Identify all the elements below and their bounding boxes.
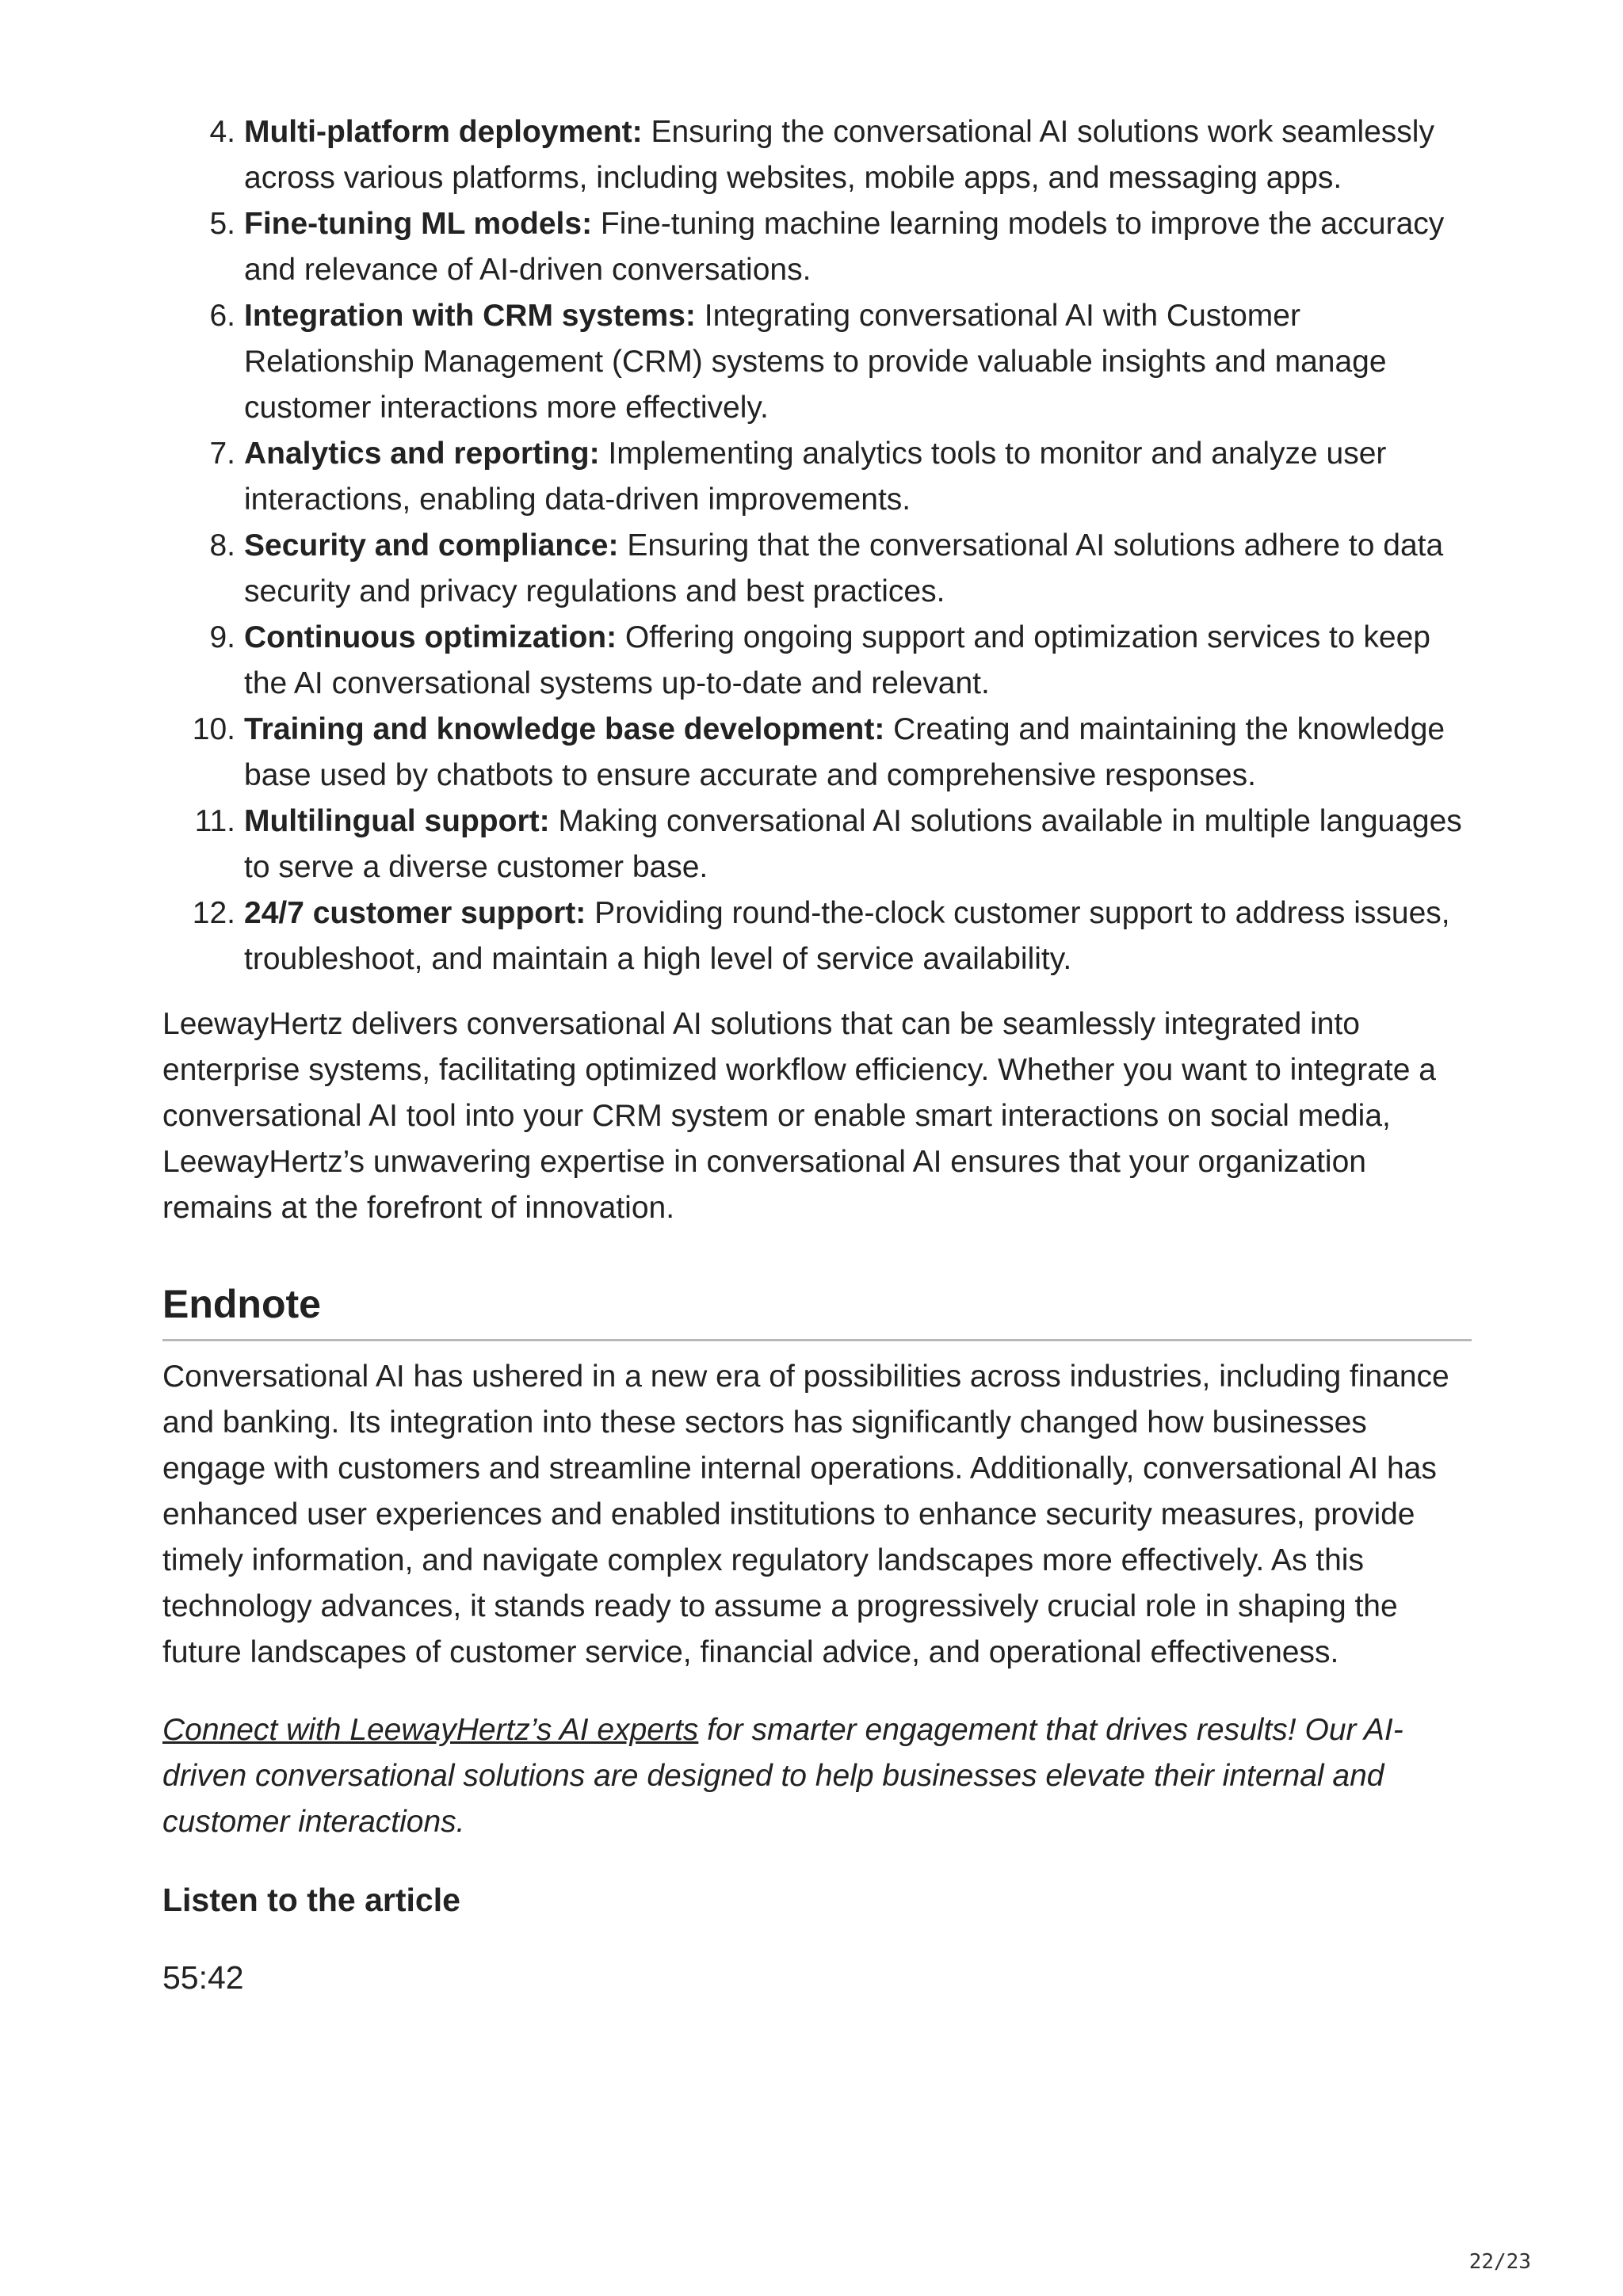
list-item-number: 9. xyxy=(209,620,235,654)
list-item-text: Implementing analytics tools to monitor and analyze user interactions, enabling data-driven improvements. xyxy=(244,437,1387,517)
list-item xyxy=(162,891,1475,982)
endnote-heading: Endnote xyxy=(162,1277,1472,1341)
list-item-text: Making conversational AI solutions available in multiple languages to serve a diverse customer base. xyxy=(244,804,1462,884)
list-item-text: Ensuring that the conversational AI solutions adhere to data security and privacy regulations and best practices. xyxy=(244,528,1444,608)
list-item-term: Multi-platform deployment: xyxy=(244,115,643,149)
list-item xyxy=(162,293,1475,431)
list-item-number: 6. xyxy=(209,299,235,333)
cta-paragraph xyxy=(162,1707,1475,1845)
listen-heading: Listen to the article xyxy=(162,1882,460,1918)
services-list xyxy=(162,109,1475,982)
list-item xyxy=(162,615,1475,707)
list-item-text: Providing round-the-clock customer support to address issues, troubleshoot, and maintain a high level of service availability. xyxy=(244,896,1450,976)
list-item-term: Security and compliance: xyxy=(244,528,619,563)
list-item-number: 4. xyxy=(209,115,235,149)
cta-text: for smarter engagement that drives results! Our AI-driven conversational solutions are designed to help businesses elevate their internal and customer interactions. xyxy=(162,1713,1403,1839)
article-content xyxy=(162,109,1475,2000)
list-item xyxy=(162,707,1475,799)
list-item-text: Offering ongoing support and optimization services to keep the AI conversational systems up-to-date and relevant. xyxy=(244,620,1430,700)
list-item-term: Analytics and reporting: xyxy=(244,437,600,471)
endnote-paragraph: Conversational AI has ushered in a new era of possibilities across industries, including finance and banking. Its integration into these sectors has significantly changed how businesses engage with customers and streamline internal operations. Additionally, conversational AI has enhanced user experiences and enabled institutions to enhance security measures, provide timely information, and navigate complex regulatory landscapes more effectively. As this technology advances, it stands ready to assume a progressively crucial role in shaping the future landscapes of customer service, financial advice, and operational effectiveness. xyxy=(162,1360,1449,1669)
list-item xyxy=(162,109,1475,201)
list-item-text: Fine-tuning machine learning models to improve the accuracy and relevance of AI-driven conversations. xyxy=(244,207,1445,287)
list-item-term: Training and knowledge base development: xyxy=(244,712,885,746)
intro-paragraph: LeewayHertz delivers conversational AI solutions that can be seamlessly integrated into enterprise systems, facilitating optimized workflow efficiency. Whether you want to integrate a conversational AI tool into your CRM system or enable smart interactions on social media, LeewayHertz’s unwavering expertise in conversational AI ensures that your organization remains at the forefront of innovation. xyxy=(162,1007,1436,1225)
list-item xyxy=(162,431,1475,523)
list-item-number: 12. xyxy=(192,896,235,930)
list-item-term: Fine-tuning ML models: xyxy=(244,207,593,241)
list-item-text: Creating and maintaining the knowledge base used by chatbots to ensure accurate and comprehensive responses. xyxy=(244,712,1445,792)
list-item xyxy=(162,523,1475,615)
list-item xyxy=(162,799,1475,891)
list-item xyxy=(162,201,1475,293)
list-item-number: 10. xyxy=(192,712,235,746)
list-item-text: Integrating conversational AI with Customer Relationship Management (CRM) systems to provide valuable insights and manage customer interactions more effectively. xyxy=(244,299,1387,425)
list-item-number: 7. xyxy=(209,437,235,471)
list-item-term: 24/7 customer support: xyxy=(244,896,586,930)
list-item-text: Ensuring the conversational AI solutions work seamlessly across various platforms, including websites, mobile apps, and messaging apps. xyxy=(244,115,1434,195)
page-number: 22/23 xyxy=(1468,2250,1531,2274)
list-item-term: Continuous optimization: xyxy=(244,620,617,654)
audio-duration: 55:42 xyxy=(162,1959,244,1996)
list-item-number: 5. xyxy=(209,207,235,241)
contact-experts-link[interactable]: Connect with LeewayHertz’s AI experts xyxy=(162,1713,699,1747)
list-item-number: 8. xyxy=(209,528,235,563)
list-item-number: 11. xyxy=(194,804,235,838)
list-item-term: Integration with CRM systems: xyxy=(244,299,696,333)
list-item-term: Multilingual support: xyxy=(244,804,550,838)
